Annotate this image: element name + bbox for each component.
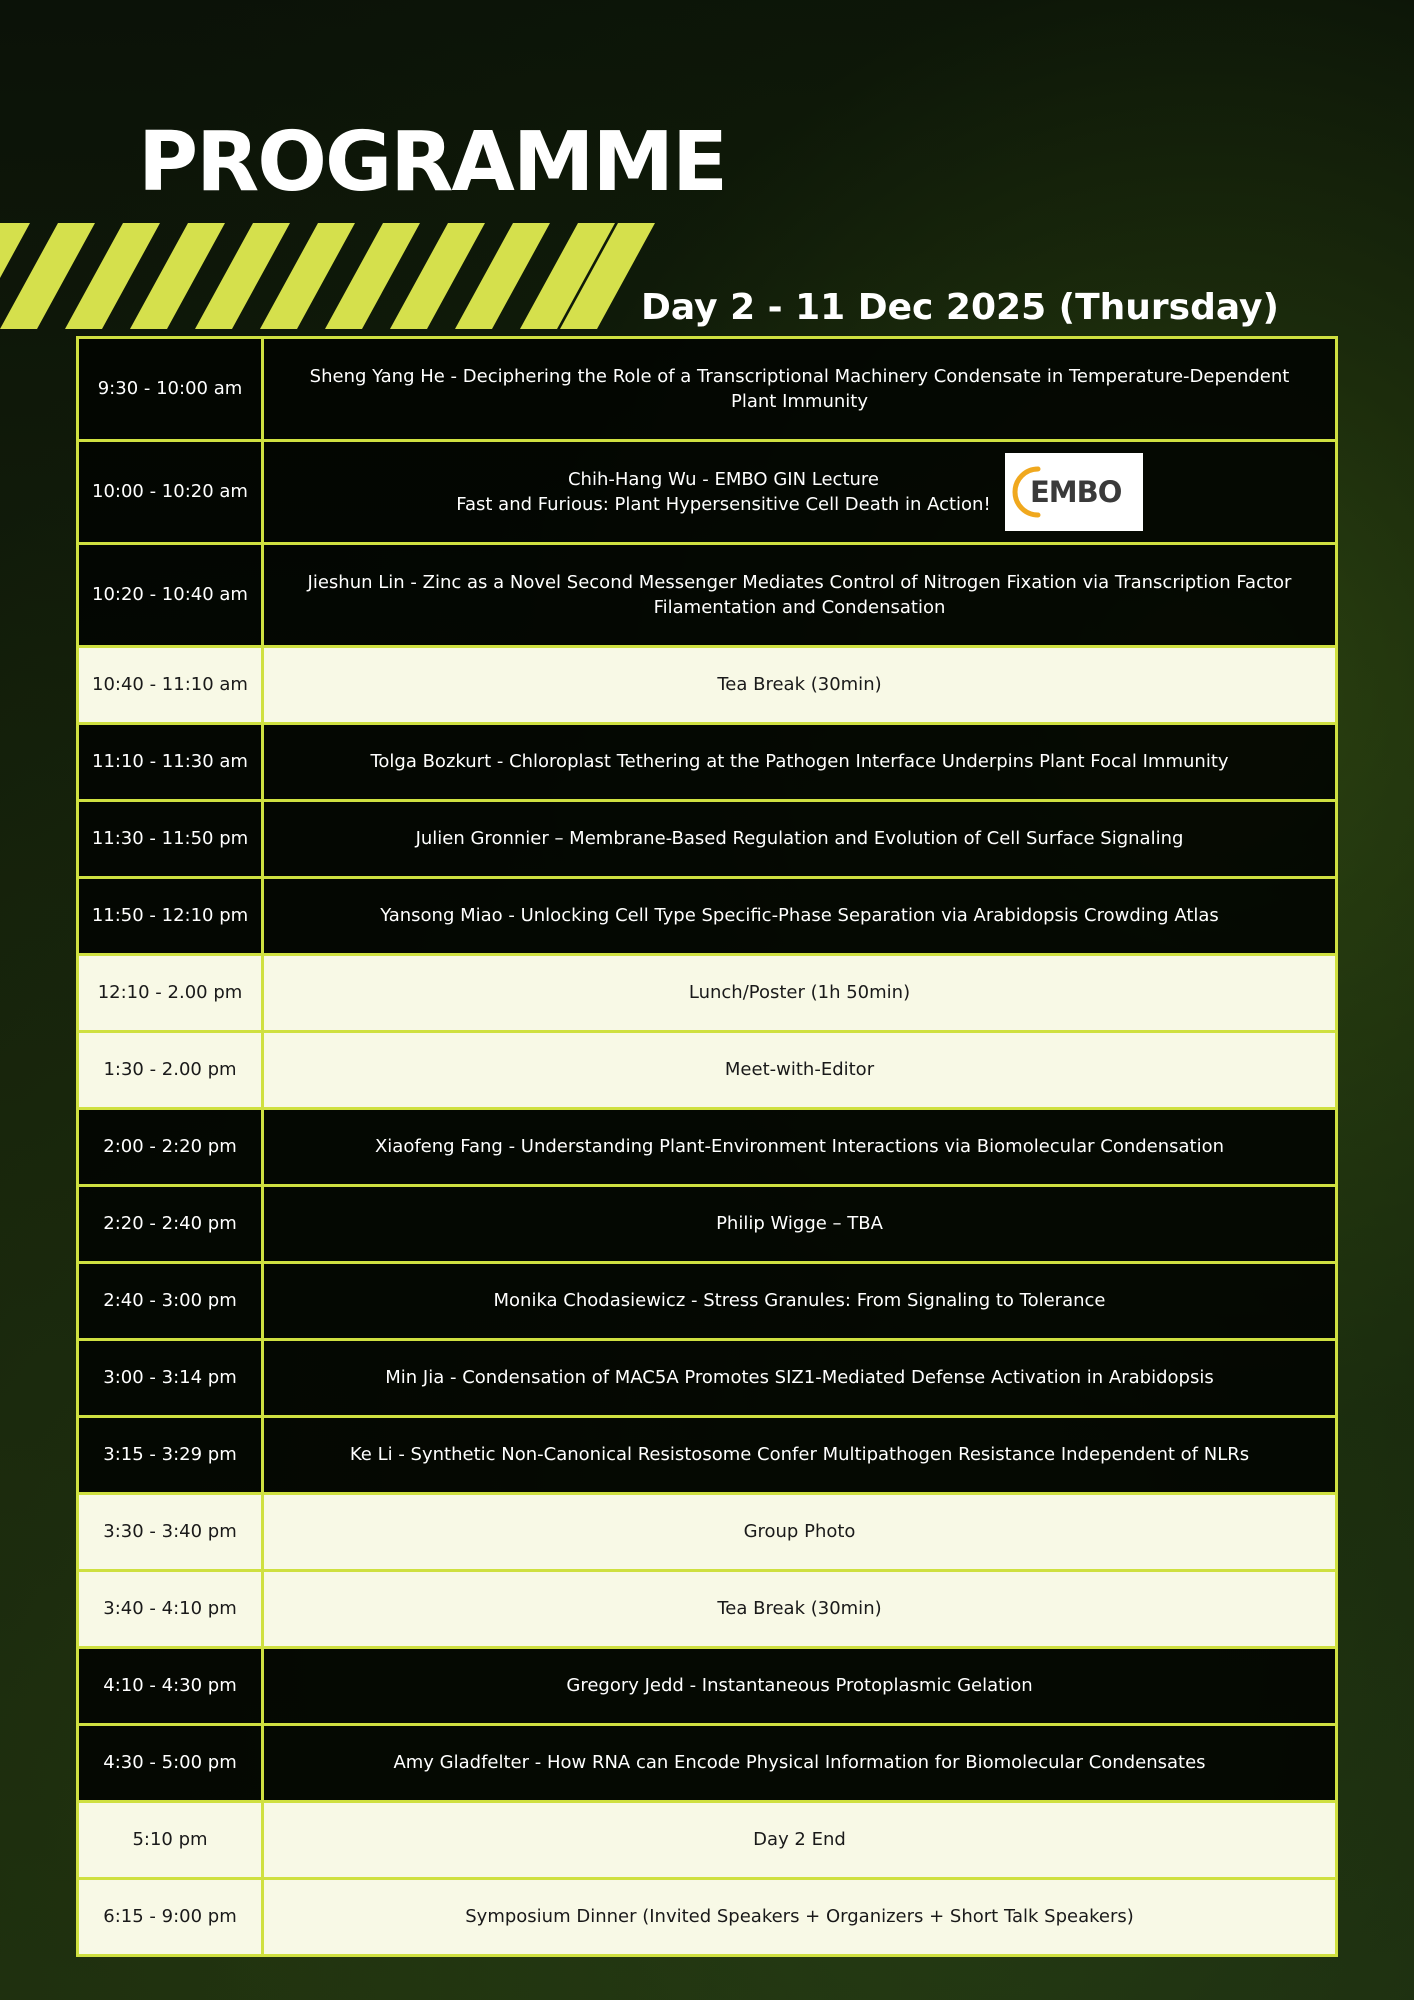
- schedule-row: [78, 441, 1337, 544]
- session-title-line1: Chih-Hang Wu - EMBO GIN Lecture: [567, 468, 879, 490]
- session-title: Amy Gladfelter - How RNA can Encode Physical Information for Biomolecular Condensates: [263, 1725, 1337, 1802]
- session-title: [456, 467, 990, 517]
- session-cell: [263, 441, 1337, 544]
- session-time: 3:15 - 3:29 pm: [78, 1417, 263, 1494]
- schedule-row: [78, 544, 1337, 647]
- schedule-row: [78, 1186, 1337, 1263]
- session-title: Philip Wigge – TBA: [263, 1186, 1337, 1263]
- session-title: Gregory Jedd - Instantaneous Protoplasmic Gelation: [263, 1648, 1337, 1725]
- schedule-row: [78, 801, 1337, 878]
- embo-logo-text: EMBO: [1029, 475, 1122, 509]
- session-title: Tea Break (30min): [263, 647, 1337, 724]
- session-time: 2:00 - 2:20 pm: [78, 1109, 263, 1186]
- schedule-row: [78, 1879, 1337, 1956]
- session-title: Yansong Miao - Unlocking Cell Type Specific-Phase Separation via Arabidopsis Crowding Atlas: [263, 878, 1337, 955]
- session-title: Jieshun Lin - Zinc as a Novel Second Messenger Mediates Control of Nitrogen Fixation via Transcription Factor Filamentation and Condensation: [263, 544, 1337, 647]
- schedule-row: [78, 1571, 1337, 1648]
- session-time: 11:30 - 11:50 pm: [78, 801, 263, 878]
- session-time: 10:40 - 11:10 am: [78, 647, 263, 724]
- session-time: 4:30 - 5:00 pm: [78, 1725, 263, 1802]
- session-time: 9:30 - 10:00 am: [78, 338, 263, 441]
- schedule-row: [78, 724, 1337, 801]
- decorative-stripes: [0, 223, 655, 329]
- session-title-line2: Fast and Furious: Plant Hypersensitive Cell Death in Action!: [456, 494, 991, 515]
- session-title: Tea Break (30min): [263, 1571, 1337, 1648]
- session-title: Julien Gronnier – Membrane-Based Regulation and Evolution of Cell Surface Signaling: [263, 801, 1337, 878]
- schedule-row: [78, 1648, 1337, 1725]
- session-time: 10:20 - 10:40 am: [78, 544, 263, 647]
- programme-schedule-table: [76, 336, 1338, 1957]
- session-time: 4:10 - 4:30 pm: [78, 1648, 263, 1725]
- schedule-row: [78, 955, 1337, 1032]
- session-time: 11:10 - 11:30 am: [78, 724, 263, 801]
- session-title: Symposium Dinner (Invited Speakers + Organizers + Short Talk Speakers): [263, 1879, 1337, 1956]
- session-time: 2:40 - 3:00 pm: [78, 1263, 263, 1340]
- session-title: Monika Chodasiewicz - Stress Granules: From Signaling to Tolerance: [263, 1263, 1337, 1340]
- page-title: PROGRAMME: [138, 115, 727, 210]
- schedule-row: [78, 878, 1337, 955]
- schedule-row: [78, 1725, 1337, 1802]
- schedule-row: [78, 647, 1337, 724]
- schedule-row: [78, 1494, 1337, 1571]
- schedule-row: [78, 1109, 1337, 1186]
- session-title: Ke Li - Synthetic Non-Canonical Resistosome Confer Multipathogen Resistance Independent of NLRs: [263, 1417, 1337, 1494]
- session-title: Xiaofeng Fang - Understanding Plant-Environment Interactions via Biomolecular Condensation: [263, 1109, 1337, 1186]
- session-title: Meet-with-Editor: [263, 1032, 1337, 1109]
- session-time: 12:10 - 2.00 pm: [78, 955, 263, 1032]
- schedule-row: [78, 1263, 1337, 1340]
- session-time: 1:30 - 2.00 pm: [78, 1032, 263, 1109]
- session-title: Min Jia - Condensation of MAC5A Promotes SIZ1-Mediated Defense Activation in Arabidopsis: [263, 1340, 1337, 1417]
- schedule-row: [78, 338, 1337, 441]
- session-time: 11:50 - 12:10 pm: [78, 878, 263, 955]
- schedule-row: [78, 1340, 1337, 1417]
- session-title: Day 2 End: [263, 1802, 1337, 1879]
- schedule-row: [78, 1802, 1337, 1879]
- session-time: 3:30 - 3:40 pm: [78, 1494, 263, 1571]
- session-title: Lunch/Poster (1h 50min): [263, 955, 1337, 1032]
- session-time: 3:40 - 4:10 pm: [78, 1571, 263, 1648]
- schedule-row: [78, 1417, 1337, 1494]
- day-heading: Day 2 - 11 Dec 2025 (Thursday): [641, 287, 1279, 328]
- embo-logo: [1005, 453, 1143, 531]
- session-title: Tolga Bozkurt - Chloroplast Tethering at the Pathogen Interface Underpins Plant Focal Immunity: [263, 724, 1337, 801]
- schedule-row: [78, 1032, 1337, 1109]
- session-time: 5:10 pm: [78, 1802, 263, 1879]
- session-time: 10:00 - 10:20 am: [78, 441, 263, 544]
- embo-logo-graphic: [1012, 461, 1136, 523]
- session-time: 6:15 - 9:00 pm: [78, 1879, 263, 1956]
- session-title: Sheng Yang He - Deciphering the Role of a Transcriptional Machinery Condensate in Temperature-Dependent Plant Immunity: [263, 338, 1337, 441]
- session-time: 3:00 - 3:14 pm: [78, 1340, 263, 1417]
- session-time: 2:20 - 2:40 pm: [78, 1186, 263, 1263]
- session-title: Group Photo: [263, 1494, 1337, 1571]
